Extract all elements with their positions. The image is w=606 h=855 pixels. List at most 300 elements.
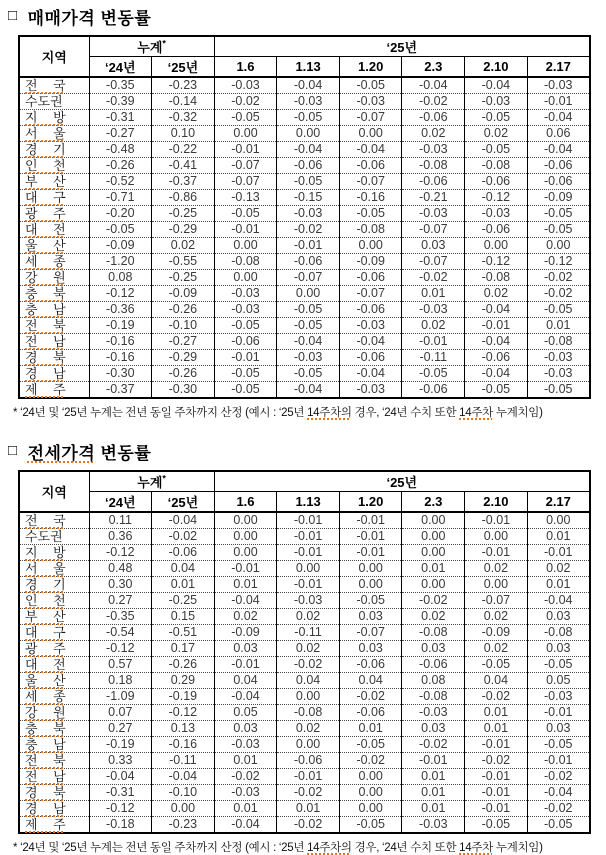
value-cell: 0.36 — [89, 529, 152, 545]
value-cell: 0.00 — [402, 545, 465, 561]
table-row — [19, 110, 590, 126]
region-label: 제 주 — [25, 382, 66, 397]
value-cell: 0.01 — [214, 577, 277, 593]
table-row — [19, 721, 590, 737]
region-label: 전 국 — [25, 78, 66, 93]
value-cell: 0.05 — [527, 673, 590, 689]
value-cell: 0.02 — [214, 609, 277, 625]
value-cell: -0.05 — [527, 657, 590, 673]
value-cell: -0.04 — [214, 689, 277, 705]
value-cell: -0.03 — [214, 77, 277, 94]
value-cell: -0.05 — [465, 142, 528, 158]
column-header: 1.13 — [277, 57, 340, 78]
region-label: 인 천 — [25, 158, 66, 173]
footnote-part: 14주차의 — [307, 407, 352, 419]
region-label: 충 북 — [25, 286, 66, 301]
value-cell: -0.06 — [527, 158, 590, 174]
value-cell: -0.10 — [152, 785, 215, 801]
region-cell — [19, 593, 89, 609]
value-cell: -0.35 — [89, 609, 152, 625]
value-cell: -0.03 — [402, 705, 465, 721]
value-cell: -1.09 — [89, 689, 152, 705]
value-cell: 0.07 — [89, 705, 152, 721]
value-cell: -0.04 — [339, 334, 402, 350]
value-cell: -0.08 — [465, 270, 528, 286]
value-cell: -0.02 — [152, 529, 215, 545]
value-cell: 0.04 — [339, 673, 402, 689]
value-cell: -0.09 — [214, 625, 277, 641]
value-cell: 0.01 — [402, 561, 465, 577]
value-cell: -0.39 — [89, 94, 152, 110]
value-cell: -0.37 — [89, 382, 152, 399]
value-cell: 0.00 — [214, 512, 277, 529]
region-cell — [19, 94, 89, 110]
value-cell: -0.05 — [277, 174, 340, 190]
table-row — [19, 126, 590, 142]
value-cell: 0.02 — [277, 721, 340, 737]
value-cell: -0.05 — [277, 110, 340, 126]
footnote — [13, 839, 606, 855]
region-label: 지 방 — [25, 110, 66, 125]
value-cell: 0.02 — [277, 609, 340, 625]
title-part: 매매가격 변동률 — [27, 9, 152, 28]
table-row — [19, 705, 590, 721]
value-cell: -0.02 — [402, 593, 465, 609]
value-cell: -0.26 — [89, 158, 152, 174]
value-cell: -0.35 — [89, 77, 152, 94]
value-cell: -0.01 — [277, 545, 340, 561]
value-cell: 0.03 — [339, 609, 402, 625]
footnote-part: * ‘24년 및 ‘25년 누계는 전년 동일 주차까지 산정 (예시 : ‘25년 — [13, 842, 308, 854]
value-cell: 0.00 — [339, 561, 402, 577]
value-cell: -0.03 — [339, 94, 402, 110]
value-cell: -0.03 — [277, 206, 340, 222]
value-cell: -0.12 — [89, 641, 152, 657]
region-cell — [19, 270, 89, 286]
region-cell — [19, 561, 89, 577]
value-cell: -0.15 — [277, 190, 340, 206]
region-cell — [19, 110, 89, 126]
value-cell: -0.04 — [527, 142, 590, 158]
checkbox-square-icon: □ — [8, 7, 18, 24]
value-cell: 0.00 — [465, 529, 528, 545]
column-header: 2.10 — [465, 57, 528, 78]
region-label: 전 북 — [25, 318, 66, 333]
region-label: 광 주 — [25, 641, 66, 656]
value-cell: -0.02 — [527, 769, 590, 785]
value-cell: 0.06 — [527, 126, 590, 142]
value-cell: -0.07 — [339, 625, 402, 641]
value-cell: -0.25 — [152, 206, 215, 222]
value-cell: -0.03 — [277, 94, 340, 110]
value-cell: -0.03 — [527, 350, 590, 366]
table-row — [19, 561, 590, 577]
region-cell — [19, 545, 89, 561]
column-header: ‘24년 — [89, 57, 152, 78]
value-cell: 0.00 — [214, 126, 277, 142]
region-label: 강 원 — [25, 270, 66, 285]
value-cell: -0.27 — [89, 126, 152, 142]
value-cell: 0.27 — [89, 593, 152, 609]
value-cell: -0.09 — [339, 254, 402, 270]
sale-price-table — [18, 35, 591, 399]
region-cell — [19, 673, 89, 689]
value-cell: -0.01 — [465, 785, 528, 801]
value-cell: -0.04 — [152, 769, 215, 785]
value-cell: -0.07 — [339, 174, 402, 190]
region-cell — [19, 286, 89, 302]
value-cell: 0.01 — [339, 721, 402, 737]
region-label: 지 방 — [25, 545, 66, 560]
table-row — [19, 545, 590, 561]
value-cell: -0.86 — [152, 190, 215, 206]
value-cell: 0.01 — [402, 286, 465, 302]
value-cell: -0.31 — [89, 110, 152, 126]
value-cell: -0.51 — [152, 625, 215, 641]
title-part: 전세가격 — [27, 444, 96, 463]
value-cell: 0.00 — [339, 801, 402, 817]
value-cell: 0.00 — [465, 238, 528, 254]
region-cell — [19, 238, 89, 254]
value-cell: -0.71 — [89, 190, 152, 206]
region-cell — [19, 158, 89, 174]
value-cell: -0.06 — [339, 270, 402, 286]
value-cell: 0.29 — [152, 673, 215, 689]
footnote-part: 누계치임) — [492, 842, 543, 854]
value-cell: -0.16 — [89, 350, 152, 366]
jeonse-price-section — [0, 439, 606, 855]
value-cell: -0.11 — [152, 753, 215, 769]
value-cell: -1.20 — [89, 254, 152, 270]
value-cell: -0.06 — [339, 705, 402, 721]
value-cell: 0.01 — [402, 769, 465, 785]
value-cell: -0.01 — [277, 512, 340, 529]
column-header: ‘25년 — [152, 492, 215, 513]
value-cell: 0.04 — [277, 673, 340, 689]
table-row — [19, 737, 590, 753]
value-cell: -0.21 — [402, 190, 465, 206]
value-cell: -0.09 — [465, 625, 528, 641]
value-cell: -0.05 — [465, 382, 528, 399]
value-cell: -0.05 — [527, 382, 590, 399]
region-label: 경 남 — [25, 366, 66, 381]
table-row — [19, 382, 590, 399]
value-cell: 0.05 — [214, 705, 277, 721]
value-cell: -0.12 — [465, 190, 528, 206]
region-cell — [19, 318, 89, 334]
value-cell: -0.04 — [277, 382, 340, 399]
value-cell: -0.05 — [214, 382, 277, 399]
value-cell: -0.03 — [465, 94, 528, 110]
region-cell — [19, 641, 89, 657]
value-cell: -0.01 — [277, 529, 340, 545]
value-cell: -0.01 — [214, 222, 277, 238]
table-body — [19, 512, 590, 833]
region-label: 울 산 — [25, 238, 66, 253]
value-cell: -0.48 — [89, 142, 152, 158]
region-cell — [19, 77, 89, 94]
footnote — [13, 404, 606, 420]
table-row — [19, 174, 590, 190]
region-cell — [19, 334, 89, 350]
value-cell: -0.01 — [214, 142, 277, 158]
value-cell: -0.54 — [89, 625, 152, 641]
cumulative-group-header — [89, 471, 214, 492]
footnote-part: * ‘24년 및 ‘25년 누계는 전년 동일 주차까지 산정 (예시 : ‘25년 — [13, 407, 308, 419]
value-cell: -0.06 — [465, 222, 528, 238]
table-body — [19, 77, 590, 398]
table-header — [19, 36, 590, 77]
value-cell: 0.00 — [402, 577, 465, 593]
value-cell: 0.00 — [339, 785, 402, 801]
value-cell: -0.08 — [402, 158, 465, 174]
value-cell: -0.02 — [465, 753, 528, 769]
table-row — [19, 94, 590, 110]
value-cell: -0.31 — [89, 785, 152, 801]
column-header: 1.13 — [277, 492, 340, 513]
value-cell: -0.01 — [527, 545, 590, 561]
value-cell: 0.02 — [465, 286, 528, 302]
value-cell: 0.01 — [402, 801, 465, 817]
value-cell: 0.00 — [339, 577, 402, 593]
column-header: 1.20 — [339, 492, 402, 513]
table-row — [19, 769, 590, 785]
value-cell: -0.07 — [214, 174, 277, 190]
value-cell: -0.01 — [214, 657, 277, 673]
value-cell: -0.05 — [527, 302, 590, 318]
value-cell: -0.22 — [152, 142, 215, 158]
footnote-part: 14주차 — [459, 842, 493, 854]
value-cell: -0.05 — [527, 222, 590, 238]
region-cell — [19, 222, 89, 238]
value-cell: -0.06 — [465, 350, 528, 366]
header-group-row — [19, 471, 590, 492]
value-cell: -0.11 — [402, 350, 465, 366]
column-header: ‘24년 — [89, 492, 152, 513]
footnote-part: 경우, ‘24년 수치 또한 — [351, 842, 460, 854]
value-cell: -0.10 — [152, 318, 215, 334]
value-cell: 0.00 — [152, 801, 215, 817]
value-cell: 0.00 — [214, 529, 277, 545]
region-label: 서 울 — [25, 561, 66, 576]
value-cell: -0.01 — [402, 753, 465, 769]
value-cell: -0.12 — [465, 254, 528, 270]
value-cell: -0.07 — [339, 286, 402, 302]
value-cell: -0.05 — [89, 222, 152, 238]
table-row — [19, 190, 590, 206]
value-cell: -0.06 — [339, 657, 402, 673]
table-row — [19, 286, 590, 302]
value-cell: 0.08 — [402, 673, 465, 689]
value-cell: -0.05 — [527, 737, 590, 753]
value-cell: 0.00 — [277, 737, 340, 753]
value-cell: -0.08 — [402, 689, 465, 705]
table-row — [19, 529, 590, 545]
value-cell: -0.01 — [277, 577, 340, 593]
value-cell: -0.09 — [152, 286, 215, 302]
value-cell: -0.23 — [152, 817, 215, 834]
value-cell: -0.30 — [89, 366, 152, 382]
value-cell: -0.04 — [527, 110, 590, 126]
region-cell — [19, 801, 89, 817]
value-cell: 0.02 — [152, 238, 215, 254]
cumulative-group-header — [89, 36, 214, 57]
table-row — [19, 270, 590, 286]
region-label: 서 울 — [25, 126, 66, 141]
footnote-part: 14주차의 — [307, 842, 352, 854]
value-cell: -0.05 — [465, 817, 528, 834]
value-cell: 0.03 — [527, 609, 590, 625]
value-cell: -0.55 — [152, 254, 215, 270]
column-header: 2.3 — [402, 57, 465, 78]
year-group-header: ‘25년 — [214, 471, 590, 492]
column-header: 1.6 — [214, 57, 277, 78]
value-cell: -0.41 — [152, 158, 215, 174]
value-cell: -0.03 — [277, 593, 340, 609]
value-cell: 0.57 — [89, 657, 152, 673]
value-cell: -0.06 — [339, 158, 402, 174]
value-cell: -0.04 — [527, 593, 590, 609]
table-row — [19, 689, 590, 705]
value-cell: 0.17 — [152, 641, 215, 657]
value-cell: -0.01 — [277, 238, 340, 254]
value-cell: -0.04 — [339, 366, 402, 382]
region-cell — [19, 625, 89, 641]
region-cell — [19, 350, 89, 366]
value-cell: -0.06 — [527, 174, 590, 190]
region-label: 광 주 — [25, 206, 66, 221]
value-cell: 0.01 — [527, 577, 590, 593]
table-row — [19, 753, 590, 769]
value-cell: -0.29 — [152, 350, 215, 366]
value-cell: -0.03 — [402, 817, 465, 834]
region-label: 경 기 — [25, 142, 66, 157]
value-cell: 0.04 — [152, 561, 215, 577]
value-cell: -0.01 — [465, 545, 528, 561]
value-cell: -0.04 — [527, 785, 590, 801]
table-row — [19, 673, 590, 689]
table-row — [19, 366, 590, 382]
value-cell: 0.02 — [402, 609, 465, 625]
value-cell: -0.03 — [402, 302, 465, 318]
value-cell: 0.02 — [465, 609, 528, 625]
column-header: 2.10 — [465, 492, 528, 513]
value-cell: -0.08 — [277, 705, 340, 721]
value-cell: -0.08 — [214, 254, 277, 270]
value-cell: -0.01 — [527, 705, 590, 721]
footnote-part: 14주차 — [459, 407, 493, 419]
table-row — [19, 625, 590, 641]
table-row — [19, 302, 590, 318]
region-cell — [19, 174, 89, 190]
table-row — [19, 512, 590, 529]
region-label: 대 전 — [25, 657, 66, 672]
value-cell: -0.13 — [214, 190, 277, 206]
value-cell: 0.03 — [214, 721, 277, 737]
value-cell: 0.03 — [527, 721, 590, 737]
value-cell: -0.02 — [527, 286, 590, 302]
region-cell — [19, 721, 89, 737]
value-cell: -0.06 — [339, 350, 402, 366]
region-column-header: 지역 — [19, 36, 89, 77]
table-row — [19, 577, 590, 593]
footnote-part: 누계치임) — [492, 407, 543, 419]
region-label: 강 원 — [25, 705, 66, 720]
region-cell — [19, 366, 89, 382]
value-cell: -0.02 — [214, 94, 277, 110]
value-cell: 0.01 — [214, 801, 277, 817]
value-cell: -0.05 — [339, 593, 402, 609]
value-cell: -0.05 — [527, 817, 590, 834]
value-cell: -0.01 — [465, 769, 528, 785]
value-cell: 0.03 — [402, 641, 465, 657]
section-title-text — [28, 4, 152, 29]
table-row — [19, 77, 590, 94]
column-header: 2.17 — [527, 57, 590, 78]
region-label: 세 종 — [25, 689, 66, 704]
region-label: 경 기 — [25, 577, 66, 592]
region-cell — [19, 206, 89, 222]
value-cell: -0.19 — [89, 318, 152, 334]
value-cell: -0.05 — [214, 366, 277, 382]
table-row — [19, 238, 590, 254]
value-cell: -0.23 — [152, 77, 215, 94]
value-cell: -0.06 — [402, 174, 465, 190]
table-row — [19, 593, 590, 609]
value-cell: -0.03 — [277, 350, 340, 366]
value-cell: -0.36 — [89, 302, 152, 318]
column-header: 2.17 — [527, 492, 590, 513]
value-cell: -0.07 — [214, 158, 277, 174]
value-cell: -0.01 — [527, 753, 590, 769]
value-cell: 0.04 — [214, 673, 277, 689]
region-label: 충 북 — [25, 721, 66, 736]
region-label: 부 산 — [25, 609, 66, 624]
value-cell: 0.00 — [527, 238, 590, 254]
region-label: 경 북 — [25, 350, 66, 365]
value-cell: 0.00 — [214, 238, 277, 254]
value-cell: -0.04 — [89, 769, 152, 785]
value-cell: -0.04 — [339, 142, 402, 158]
value-cell: 0.01 — [527, 318, 590, 334]
table-row — [19, 801, 590, 817]
value-cell: -0.01 — [465, 512, 528, 529]
table-row — [19, 318, 590, 334]
value-cell: -0.20 — [89, 206, 152, 222]
value-cell: -0.06 — [277, 254, 340, 270]
value-cell: 0.10 — [152, 126, 215, 142]
value-cell: -0.05 — [339, 77, 402, 94]
column-header: 2.3 — [402, 492, 465, 513]
value-cell: -0.12 — [152, 705, 215, 721]
value-cell: -0.01 — [214, 561, 277, 577]
region-label: 제 주 — [25, 817, 66, 832]
value-cell: -0.08 — [527, 334, 590, 350]
value-cell: -0.03 — [214, 302, 277, 318]
column-header: ‘25년 — [152, 57, 215, 78]
value-cell: 0.01 — [214, 753, 277, 769]
value-cell: -0.07 — [402, 222, 465, 238]
value-cell: -0.16 — [339, 190, 402, 206]
region-label: 부 산 — [25, 174, 66, 189]
value-cell: -0.04 — [277, 334, 340, 350]
region-label: 전 남 — [25, 769, 66, 784]
region-column-header: 지역 — [19, 471, 89, 512]
value-cell: 0.03 — [339, 641, 402, 657]
value-cell: -0.02 — [277, 657, 340, 673]
value-cell: -0.37 — [152, 174, 215, 190]
value-cell: 0.00 — [527, 512, 590, 529]
